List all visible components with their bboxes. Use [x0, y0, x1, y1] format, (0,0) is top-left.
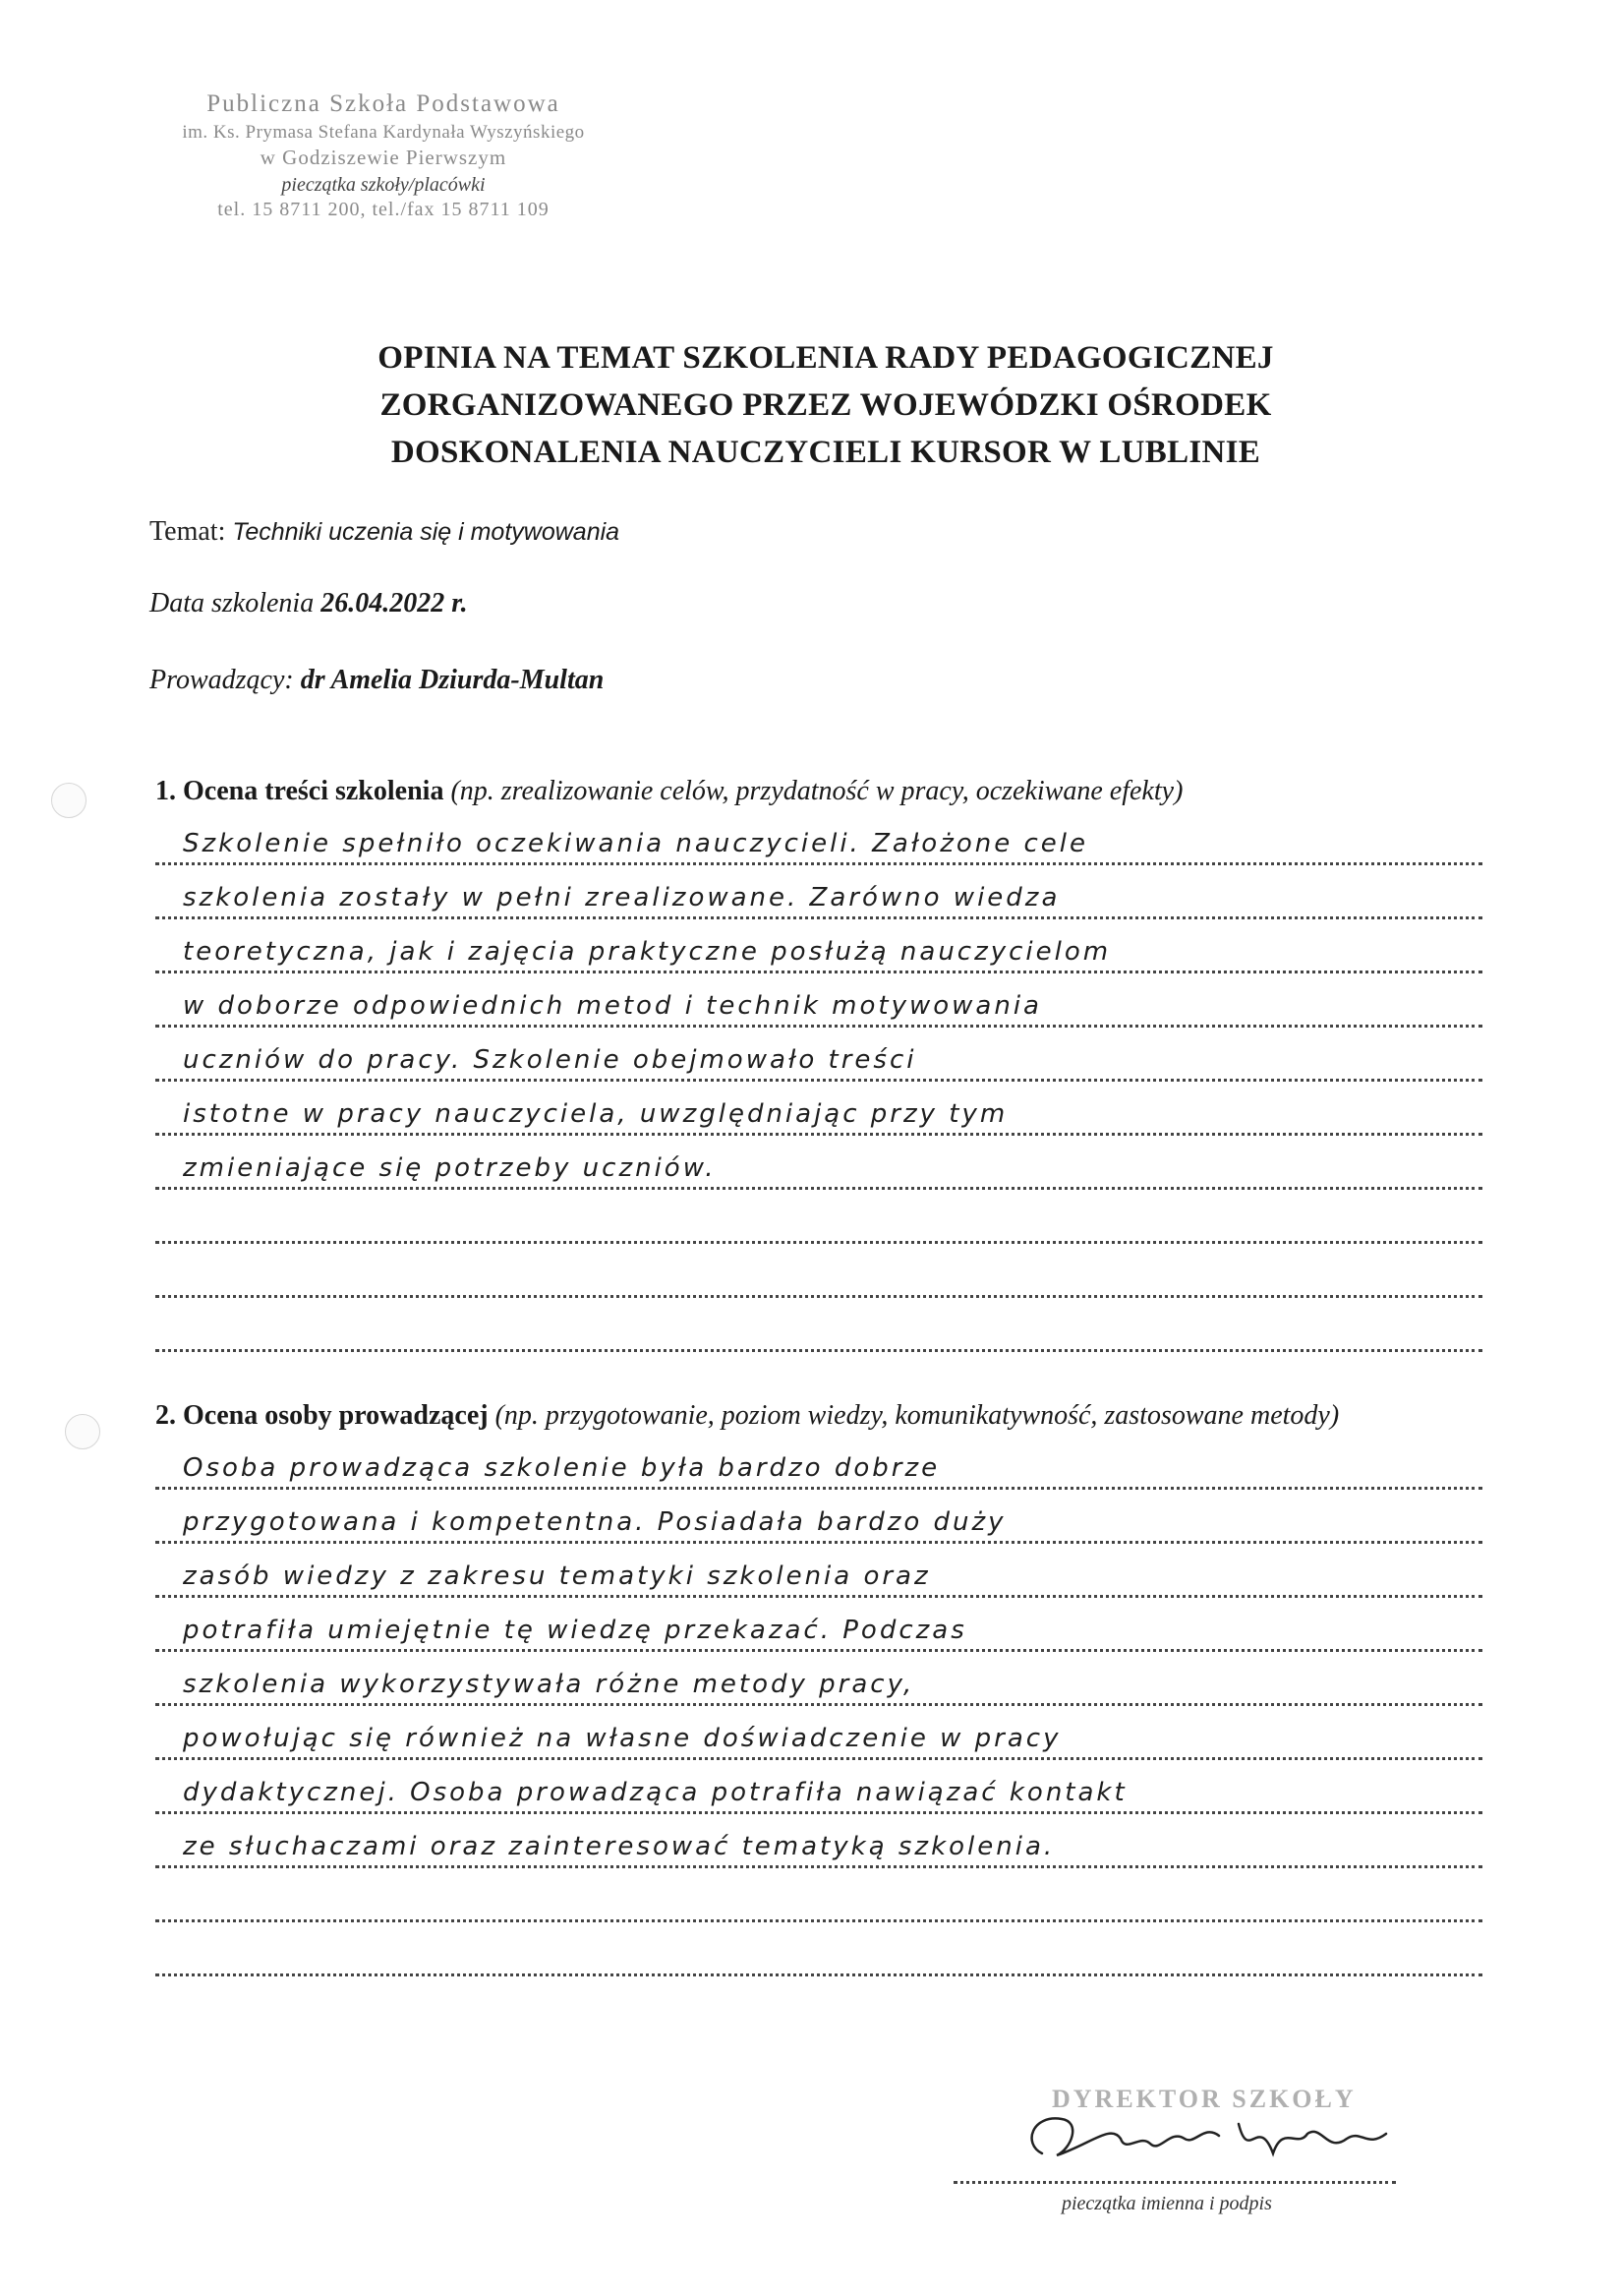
answer-line — [155, 1190, 1482, 1244]
section2-heading-row — [155, 1396, 1492, 1436]
answer-line — [155, 1028, 1482, 1082]
handwritten-text: dydaktycznej. Osoba prowadząca potrafiła nawiązać kontakt — [183, 1778, 1128, 1807]
answer-line — [155, 1082, 1482, 1136]
school-stamp — [128, 90, 639, 221]
handwritten-text: zasób wiedzy z zakresu tematyki szkolenia oraz — [183, 1561, 931, 1591]
answer-line — [155, 1136, 1482, 1190]
section1-heading-row — [155, 772, 1492, 811]
stamp-school-name: Publiczna Szkoła Podstawowa — [206, 90, 560, 117]
answer-line — [155, 1760, 1482, 1814]
handwritten-text: ze słuchaczami oraz zainteresować tematyką szkolenia. — [183, 1832, 1056, 1861]
section2-heading: 2. Ocena osoby prowadzącej — [155, 1400, 489, 1431]
signature-scribble — [1013, 2094, 1425, 2183]
handwritten-text: teoretyczna, jak i zajęcia praktyczne posłużą nauczycielom — [183, 937, 1112, 967]
handwritten-text: w doborze odpowiednich metod i technik motywowania — [183, 991, 1042, 1021]
answer-line — [155, 1706, 1482, 1760]
title-line-1: OPINIA NA TEMAT SZKOLENIA RADY PEDAGOGICZNEJ — [377, 340, 1274, 376]
lead-label: Prowadzący: — [149, 665, 294, 695]
punch-hole-bottom — [65, 1414, 100, 1449]
section-trainer-rating — [155, 1396, 1492, 1976]
handwritten-text: Szkolenie spełniło oczekiwania nauczycieli. Założone cele — [183, 829, 1089, 858]
director-stamp: DYREKTOR SZKOŁY — [1052, 2085, 1357, 2113]
section1-heading: 1. Ocena treści szkolenia — [155, 776, 444, 806]
answer-line — [155, 973, 1482, 1028]
handwritten-text: potrafiła umiejętnie tę wiedzę przekazać. Podczas — [183, 1616, 967, 1645]
handwritten-text: przygotowana i kompetentna. Posiadała bardzo duży — [183, 1507, 1007, 1537]
answer-line — [155, 1436, 1482, 1490]
stamp-phone: tel. 15 8711 200, tel./fax 15 8711 109 — [217, 199, 550, 220]
date-label: Data szkolenia — [149, 588, 315, 618]
answer-line — [155, 919, 1482, 973]
section1-hint: (np. zrealizowanie celów, przydatność w pracy, oczekiwane efekty) — [450, 776, 1184, 806]
handwritten-text: powołując się również na własne doświadczenie w pracy — [183, 1724, 1062, 1753]
answer-line — [155, 1490, 1482, 1544]
title-line-2: ZORGANIZOWANEGO PRZEZ WOJEWÓDZKI OŚRODEK — [379, 387, 1272, 423]
handwritten-text: zmieniające się potrzeby uczniów. — [183, 1153, 717, 1183]
answer-line — [155, 1298, 1482, 1352]
date-row — [149, 588, 468, 619]
punch-hole-top — [51, 783, 87, 818]
section-content-rating — [155, 772, 1492, 1352]
answer-line — [155, 1652, 1482, 1706]
answer-line — [155, 1598, 1482, 1652]
handwritten-text: Osoba prowadząca szkolenie była bardzo dobrze — [183, 1453, 941, 1483]
topic-label: Temat: — [149, 516, 226, 547]
signature-line — [954, 2181, 1396, 2184]
date-value: 26.04.2022 r. — [320, 588, 468, 618]
title-line-3: DOSKONALENIA NAUCZYCIELI KURSOR W LUBLINIE — [390, 435, 1261, 470]
stamp-caption: pieczątka szkoły/placówki — [281, 174, 486, 196]
lead-value: dr Amelia Dziurda-Multan — [300, 665, 605, 695]
topic-value: Techniki uczenia się i motywowania — [232, 518, 620, 546]
lead-row — [149, 665, 604, 696]
answer-line — [155, 1244, 1482, 1298]
handwritten-text: szkolenia wykorzystywała różne metody pracy, — [183, 1670, 915, 1699]
answer-line — [155, 811, 1482, 865]
answer-line — [155, 865, 1482, 919]
handwritten-text: istotne w pracy nauczyciela, uwzględniając przy tym — [183, 1099, 1009, 1129]
handwritten-text: uczniów do pracy. Szkolenie obejmowało treści — [183, 1045, 917, 1075]
topic-row — [149, 516, 619, 548]
answer-line — [155, 1544, 1482, 1598]
answer-line — [155, 1814, 1482, 1868]
signature-caption: pieczątka imienna i podpis — [1062, 2193, 1272, 2214]
section2-hint: (np. przygotowanie, poziom wiedzy, komunikatywność, zastosowane metody) — [494, 1400, 1340, 1431]
document-title — [157, 334, 1494, 476]
handwritten-text: szkolenia zostały w pełni zrealizowane. Zarówno wiedza — [183, 883, 1061, 913]
stamp-patron: im. Ks. Prymasa Stefana Kardynała Wyszyńskiego — [182, 122, 585, 143]
answer-line — [155, 1868, 1482, 1922]
answer-line — [155, 1922, 1482, 1976]
stamp-location: w Godziszewie Pierwszym — [260, 146, 507, 169]
